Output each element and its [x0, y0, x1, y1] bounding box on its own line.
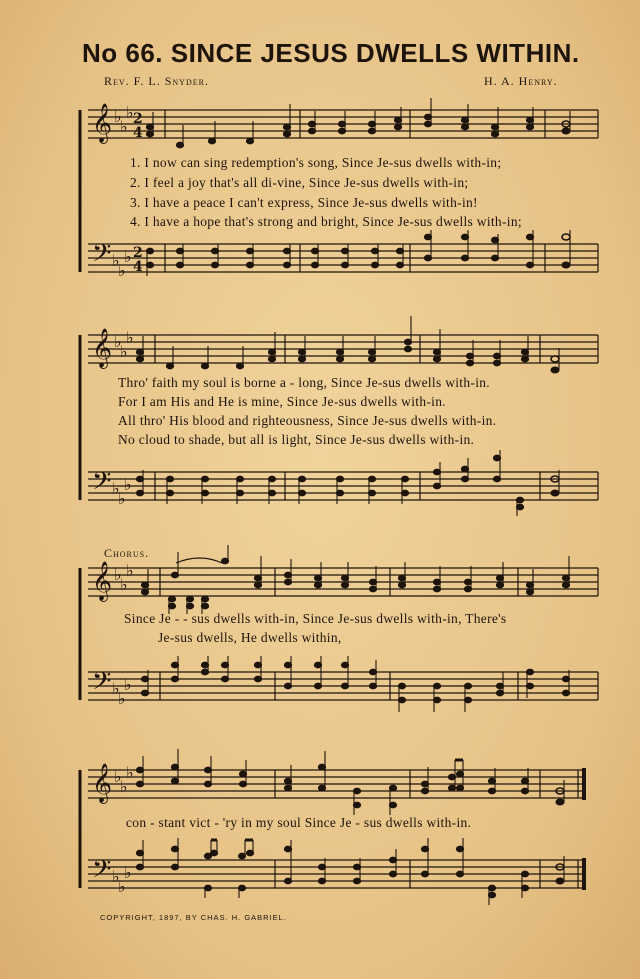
svg-text:♭: ♭: [118, 689, 126, 708]
svg-text:♭: ♭: [120, 342, 128, 361]
copyright-notice: COPYRIGHT, 1897, BY CHAS. H. GABRIEL.: [100, 913, 287, 922]
svg-text:♭: ♭: [114, 565, 122, 584]
chorus-line-1-lower: Je-sus dwells, He dwells within,: [158, 630, 342, 645]
verse-2-line-1: 2. I feel a joy that's all di-vine, Since Je-sus dwells with-in;: [130, 175, 469, 190]
treble-notes-4: [136, 749, 564, 815]
verse-1-line-1: 1. I now can sing redemption's song, Since Je-sus dwells with-in;: [130, 155, 502, 170]
svg-text:4: 4: [133, 125, 143, 141]
svg-text:4: 4: [133, 259, 143, 275]
bass-clef-icon: 𝄢: [92, 667, 112, 702]
svg-text:♭: ♭: [112, 479, 120, 498]
bass-clef-icon: 𝄢: [92, 855, 112, 890]
verse-4-line-2: No cloud to shade, but all is light, Since Je-sus dwells with-in.: [118, 432, 475, 447]
treble-clef-icon: 𝄞: [92, 103, 113, 143]
svg-text:♭: ♭: [120, 117, 128, 136]
treble-clef-icon: 𝄞: [92, 328, 113, 368]
svg-text:♭: ♭: [124, 475, 132, 494]
chorus-label: Chorus.: [104, 546, 150, 560]
svg-text:2: 2: [133, 111, 143, 127]
composer-credit: H. A. Henry.: [484, 74, 558, 88]
svg-text:♭: ♭: [124, 247, 132, 266]
verse-2-line-2: For I am His and He is mine, Since Je-sus dwells with-in.: [118, 394, 446, 409]
svg-text:♭: ♭: [114, 332, 122, 351]
svg-text:♭: ♭: [112, 867, 120, 886]
treble-clef-icon: 𝄞: [92, 561, 113, 601]
svg-text:♭: ♭: [112, 251, 120, 270]
verse-3-line-2: All thro' His blood and righteousness, Since Je-sus dwells with-in.: [118, 413, 497, 428]
bass-clef-icon: 𝄢: [92, 239, 112, 274]
svg-text:♭: ♭: [118, 877, 126, 896]
verse-4-line-1: 4. I have a hope that's strong and bright, Since Je-sus dwells with-in;: [130, 214, 522, 229]
hymn-title-text: SINCE JESUS DWELLS WITHIN.: [170, 38, 580, 68]
svg-text:♭: ♭: [124, 675, 132, 694]
treble-clef-icon: 𝄞: [92, 763, 113, 803]
svg-text:♭: ♭: [126, 561, 134, 580]
verse-1-line-2: Thro' faith my soul is borne a - long, Since Je-sus dwells with-in.: [118, 375, 490, 390]
key-signature-bass: [112, 863, 132, 896]
hymn-number: No 66.: [82, 38, 164, 68]
chorus-line-1-upper: Since Je - - sus dwells with-in, Since Je-sus dwells with-in, There's: [124, 611, 507, 626]
svg-text:2: 2: [133, 245, 143, 261]
bass-notes-4: [136, 838, 564, 905]
svg-text:♭: ♭: [118, 489, 126, 508]
svg-text:♭: ♭: [120, 575, 128, 594]
lyricist-credit: Rev. F. L. Snyder.: [104, 74, 209, 88]
verse-3-line-1: 3. I have a peace I can't express, Since Je-sus dwells with-in!: [130, 195, 478, 210]
svg-text:♭: ♭: [124, 863, 132, 882]
svg-text:♭: ♭: [126, 763, 134, 782]
bass-clef-icon: 𝄢: [92, 467, 112, 502]
svg-text:♭: ♭: [126, 328, 134, 347]
chorus-line-2: con - stant vict - 'ry in my soul Since Je - sus dwells with-in.: [126, 815, 472, 830]
svg-text:♭: ♭: [120, 777, 128, 796]
svg-text:♭: ♭: [118, 261, 126, 280]
svg-text:♭: ♭: [112, 679, 120, 698]
svg-text:♭: ♭: [114, 767, 122, 786]
svg-text:♭: ♭: [126, 103, 134, 122]
svg-text:♭: ♭: [114, 107, 122, 126]
